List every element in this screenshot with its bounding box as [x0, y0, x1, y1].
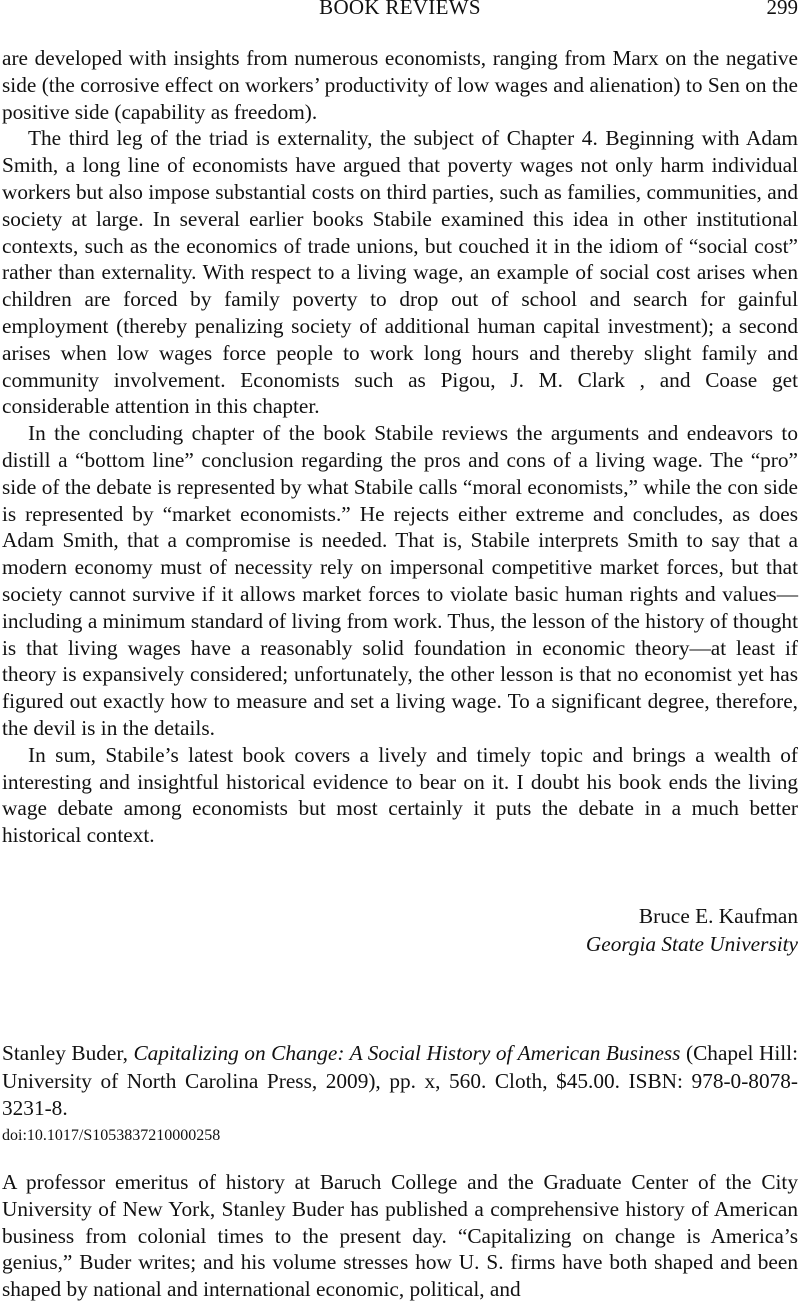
publication-details: (Chapel Hill: University of North Carolina Press, 2009), pp. x, 560. Cloth, $45.00. ISBN: 978-0-8078-3231-8. — [2, 1041, 798, 1120]
body-paragraph: In the concluding chapter of the book Stabile reviews the arguments and endeavors to distill a “bottom line” conclusion regarding the pros and cons of a living wage. The “pro” side of the debate is represented by what Stabile calls “moral economists,” while the con side is represented by “market economists.” He rejects either extreme and concludes, as does Adam Smith, that a compromise is needed. That is, Stabile interprets Smith to say that a modern economy must of necessity rely on impersonal competitive market forces, but that society cannot survive if it allows market forces to violate basic human rights and values—including a minimum standard of living from work. Thus, the lesson of the history of thought is that living wages have a reasonably solid foundation in economic theory—at least if theory is expansively considered; unfortunately, the other lesson is that no economist yet has figured out exactly how to measure and set a living wage. To a significant degree, therefore, the devil is in the details. — [2, 421, 798, 740]
reviewer-signature — [586, 902, 798, 958]
next-review-opening: A professor emeritus of history at Baruch College and the Graduate Center of the City University of New York, Stanley Buder has published a comprehensive history of American business from colonial times to the present day. “Capitalizing on change is America’s genius,” Buder writes; and his volume stresses how U. S. firms have both shaped and been shaped by national and international economic, political, and — [2, 1170, 798, 1302]
reviewer-affiliation: Georgia State University — [585, 932, 798, 956]
book-title: Capitalizing on Change: A Social History of American Business — [133, 1041, 681, 1065]
book-citation — [2, 1040, 798, 1123]
body-paragraph: In sum, Stabile’s latest book covers a lively and timely topic and brings a wealth of interesting and insightful historical evidence to bear on it. I doubt his book ends the living wage debate among economists but most certainly it puts the debate in a much better historical context. — [2, 742, 798, 848]
book-author: Stanley Buder, — [2, 1041, 128, 1065]
reviewer-name: Bruce E. Kaufman — [638, 904, 798, 928]
running-header — [0, 0, 800, 18]
page-number: 299 — [766, 0, 798, 19]
doi-link[interactable]: doi:10.1017/S1053837210000258 — [2, 1127, 221, 1144]
body-paragraph: are developed with insights from numerous economists, ranging from Marx on the negative side (the corrosive effect on workers’ productivity of low wages and alienation) to Sen on the positive side (capability as freedom). — [2, 46, 798, 124]
review-body — [2, 45, 798, 849]
running-title: BOOK REVIEWS — [319, 0, 481, 19]
body-paragraph: The third leg of the triad is externality, the subject of Chapter 4. Beginning with Adam Smith, a long line of economists have argued that poverty wages not only harm individual workers but also impose substantial costs on third parties, such as families, communities, and society at large. In several earlier books Stabile examined this idea in other institutional contexts, such as the economics of trade unions, but couched it in the idiom of “social cost” rather than externality. With respect to a living wage, an example of social cost arises when children are forced by family poverty to drop out of school and search for gainful employment (thereby penalizing society of additional human capital investment); a second arises when low wages force people to work long hours and thereby slight family and community involvement. Economists such as Pigou, J. M. Clark , and Coase get considerable attention in this chapter. — [2, 126, 798, 419]
